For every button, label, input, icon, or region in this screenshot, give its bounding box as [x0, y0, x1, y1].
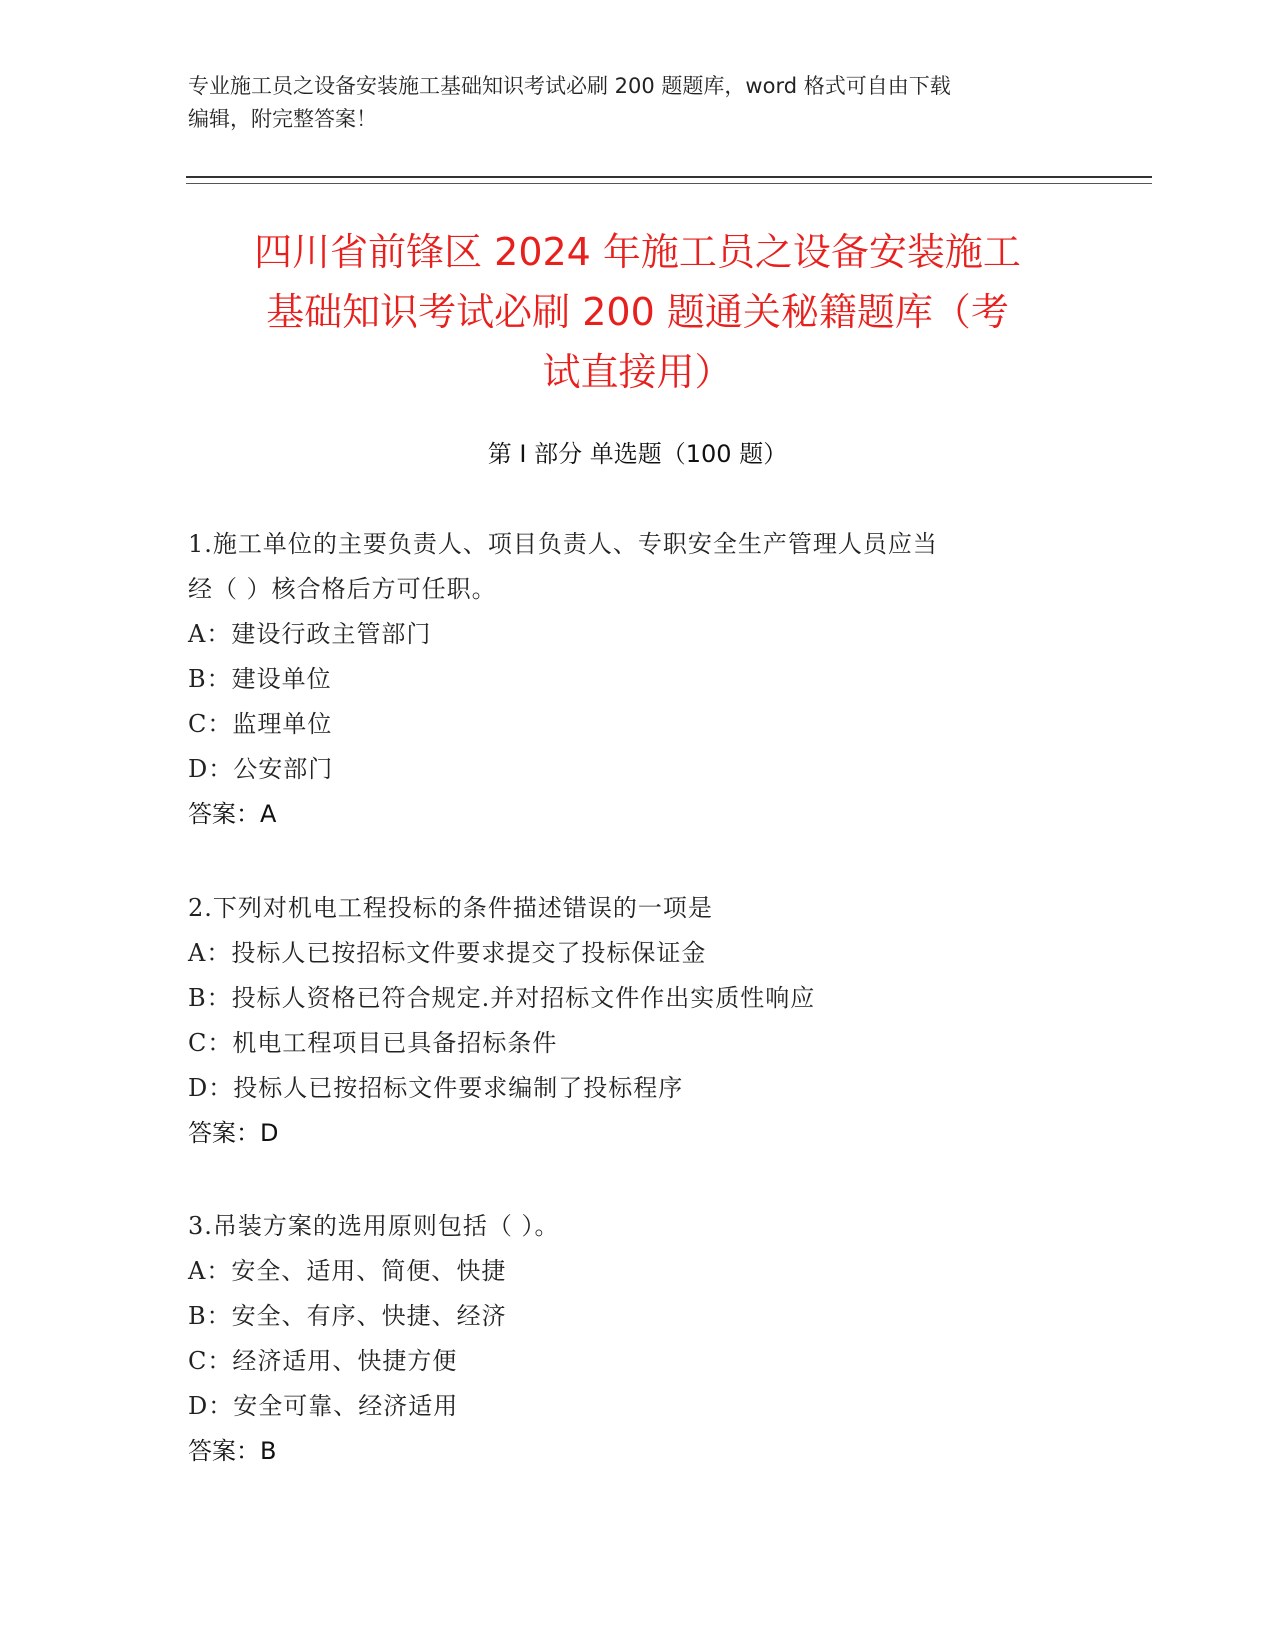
option-c: C：经济适用、快捷方便 — [188, 1347, 458, 1375]
option-d: D：投标人已按招标文件要求编制了投标程序 — [188, 1074, 684, 1102]
section-heading: 第 I 部分 单选题（100 题） — [487, 440, 788, 468]
option-a: A：投标人已按招标文件要求提交了投标保证金 — [188, 939, 707, 967]
option-c: C：机电工程项目已具备招标条件 — [188, 1029, 558, 1057]
option-a: A：安全、适用、简便、快捷 — [188, 1257, 507, 1285]
option-b: B：投标人资格已符合规定.并对招标文件作出实质性响应 — [188, 984, 816, 1012]
answer: 答案：D — [188, 1119, 279, 1147]
question-item — [188, 522, 1088, 837]
header-divider — [186, 183, 1152, 184]
question-text: 3.吊装方案的选用原则包括（ ）。 — [188, 1212, 560, 1240]
header-note-line: 专业施工员之设备安装施工基础知识考试必刷 200 题题库，word 格式可自由下载 — [188, 74, 951, 98]
title-line: 四川省前锋区 2024 年施工员之设备安装施工 — [254, 230, 1021, 274]
document-title — [150, 222, 1125, 402]
question-text: 1.施工单位的主要负责人、项目负责人、专职安全生产管理人员应当 — [188, 530, 938, 558]
header-note — [188, 70, 1088, 136]
question-text: 经（ ）核合格后方可任职。 — [188, 575, 497, 603]
question-text: 2.下列对机电工程投标的条件描述错误的一项是 — [188, 894, 713, 922]
question-item — [188, 886, 1088, 1156]
option-d: D：公安部门 — [188, 755, 334, 783]
title-line: 基础知识考试必刷 200 题通关秘籍题库（考 — [266, 290, 1009, 334]
answer: 答案：A — [188, 800, 277, 828]
question-item — [188, 1204, 1088, 1474]
header-divider — [186, 176, 1152, 178]
option-b: B：建设单位 — [188, 665, 332, 693]
option-a: A：建设行政主管部门 — [188, 620, 432, 648]
header-note-line: 编辑，附完整答案！ — [188, 107, 377, 131]
option-d: D：安全可靠、经济适用 — [188, 1392, 459, 1420]
answer: 答案：B — [188, 1437, 277, 1465]
title-line: 试直接用） — [542, 350, 733, 394]
option-c: C：监理单位 — [188, 710, 333, 738]
option-b: B：安全、有序、快捷、经济 — [188, 1302, 507, 1330]
